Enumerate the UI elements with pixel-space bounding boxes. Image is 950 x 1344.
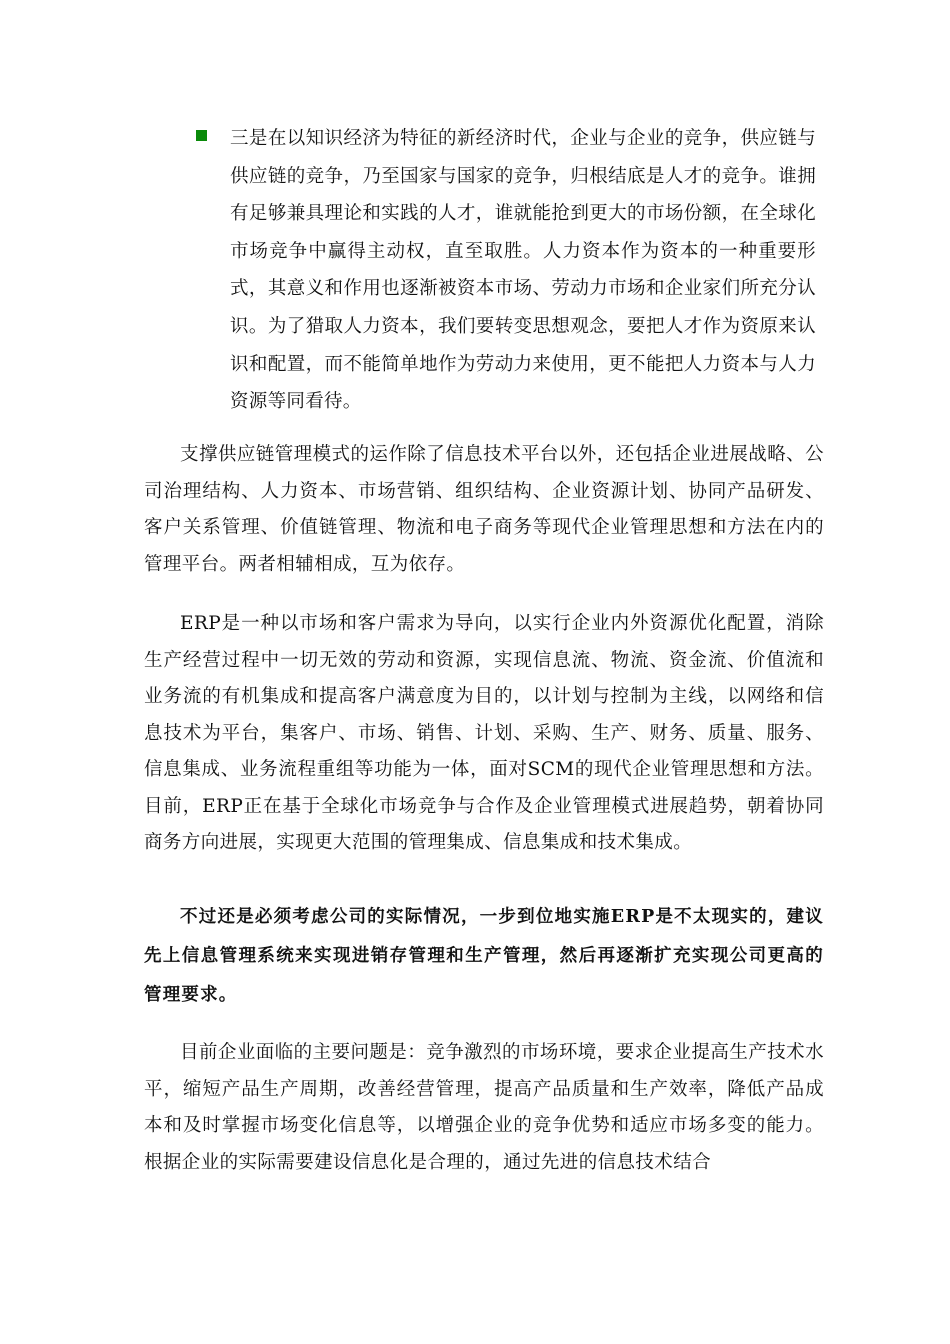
- paragraph-supply-chain-platform: 支撑供应链管理模式的运作除了信息技术平台以外，还包括企业进展战略、公司治理结构、人力资本、市场营销、组织结构、企业资源计划、协同产品研发、客户关系管理、价值链管理、物流和电子商务等现代企业管理思想和方法在内的管理平台。两者相辅相成，互为依存。: [144, 444, 824, 575]
- paragraph-erp-definition: ERP是一种以市场和客户需求为导向，以实行企业内外资源优化配置，消除生产经营过程中一切无效的劳动和资源，实现信息流、物流、资金流、价值流和业务流的有机集成和提高客户满意度为目的，以计划与控制为主线，以网络和信息技术为平台，集客户、市场、销售、计划、采购、生产、财务、质量、服务、信息集成、业务流程重组等功能为一体，面对SCM的现代企业管理思想和方法。目前，ERP正在基于全球化市场竞争与合作及企业管理模式进展趋势，朝着协同商务方向进展，实现更大范围的管理集成、信息集成和技术集成。: [144, 613, 824, 853]
- paragraph-recommendation: 不过还是必须考虑公司的实际情况，一步到位地实施ERP是不太现实的，建议先上信息管理系统来实现进销存管理和生产管理，然后再逐渐扩充实现公司更高的管理要求。: [144, 907, 824, 1005]
- bullet-text: 三是在以知识经济为特征的新经济时代，企业与企业的竞争，供应链与供应链的竞争，乃至国家与国家的竞争，归根结底是人才的竞争。谁拥有足够兼具理论和实践的人才，谁就能抢到更大的市场份额，在全球化市场竞争中赢得主动权，直至取胜。人力资本作为资本的一种重要形式，其意义和作用也逐渐被资本市场、劳动力市场和企业家们所充分认识。为了猎取人力资本，我们要转变思想观念，要把人才作为资原来认识和配置，而不能简单地作为劳动力来使用，更不能把人力资本与人力资源等同看待。: [230, 128, 816, 413]
- paragraph-current-problems: 目前企业面临的主要问题是：竞争激烈的市场环境，要求企业提高生产技术水平，缩短产品生产周期，改善经营管理，提高产品质量和生产效率，降低产品成本和及时掌握市场变化信息等，以增强企业的竞争优势和适应市场多变的能力。根据企业的实际需要建设信息化是合理的，通过先进的信息技术结合: [144, 1042, 824, 1173]
- bullet-item: [196, 120, 816, 421]
- square-bullet-icon: [196, 130, 207, 141]
